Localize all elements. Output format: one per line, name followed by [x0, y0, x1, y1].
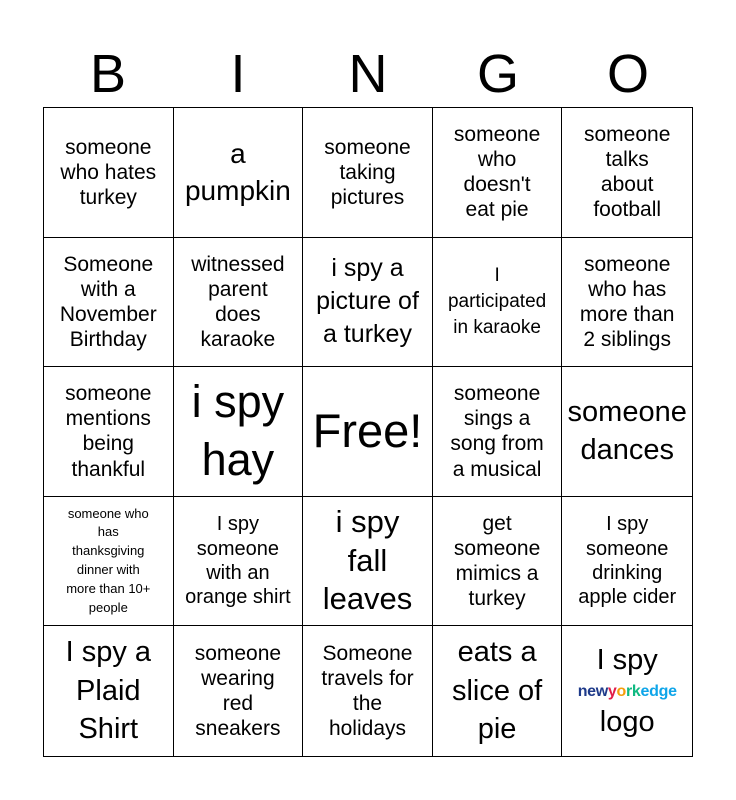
bingo-cell[interactable] [44, 367, 174, 497]
cell-text: Free! [312, 404, 423, 458]
cell-text: witnessed parent does karaoke [191, 252, 285, 352]
cell-text: someone mentions being thankful [65, 382, 152, 481]
bingo-cell-logo[interactable] [562, 626, 692, 756]
header-letter-g: G [476, 44, 519, 104]
cell-text: a pumpkin [184, 137, 291, 207]
bingo-cell[interactable] [433, 626, 563, 756]
bingo-cell[interactable] [303, 108, 433, 238]
bingo-cell[interactable] [303, 497, 433, 627]
cell-text: someone who has more than 2 siblings [579, 252, 675, 352]
bingo-cell[interactable] [562, 497, 692, 627]
cell-text: someone taking pictures [324, 135, 411, 209]
cell-text: Someone travels for the holidays [321, 641, 414, 741]
bingo-cell[interactable] [433, 238, 563, 368]
bingo-cell[interactable] [174, 108, 304, 238]
cell-text: get someone mimics a turkey [453, 511, 541, 611]
bingo-cell[interactable] [44, 626, 174, 756]
bingo-header [43, 44, 693, 104]
bingo-cell[interactable] [174, 367, 304, 497]
cell-text: someone wearing red sneakers [194, 641, 282, 741]
bingo-cell[interactable] [433, 497, 563, 627]
bingo-board [43, 107, 693, 757]
cell-text: someone sings a song from a musical [450, 382, 544, 481]
bingo-cell[interactable] [562, 367, 692, 497]
cell-text: I spy someone drinking apple cider [578, 513, 677, 609]
newyorkedge-logo: newyorkedge [577, 683, 677, 701]
header-letter-n: N [348, 44, 388, 104]
cell-text: someone who has thanksgiving dinner with more than 10+ people [66, 505, 151, 615]
free-space[interactable] [303, 367, 433, 497]
bingo-cell[interactable] [433, 367, 563, 497]
cell-text: i spy hay [191, 375, 285, 486]
bingo-cell[interactable] [303, 238, 433, 368]
bingo-cell[interactable] [174, 497, 304, 627]
header-letter-i: I [230, 44, 246, 104]
cell-text: i spy fall leaves [322, 504, 413, 617]
cell-text-bottom: logo [599, 706, 655, 739]
bingo-cell[interactable] [562, 238, 692, 368]
cell-text: someone who doesn't eat pie [453, 122, 541, 222]
bingo-cell[interactable] [433, 108, 563, 238]
cell-text: someone dances [567, 395, 687, 467]
header-letter-b: B [89, 44, 127, 104]
cell-text: I participated in karaoke [447, 265, 547, 338]
header-letter-o: O [606, 44, 649, 104]
cell-text-top: I spy [596, 643, 658, 676]
cell-text: I spy a Plaid Shirt [65, 636, 152, 746]
cell-text: someone who hates turkey [60, 135, 157, 209]
bingo-cell[interactable] [562, 108, 692, 238]
bingo-cell[interactable] [44, 108, 174, 238]
cell-text: Someone with a November Birthday [59, 252, 157, 352]
cell-text: someone talks about football [584, 122, 671, 222]
bingo-cell[interactable] [174, 238, 304, 368]
bingo-cell[interactable] [303, 626, 433, 756]
cell-text: eats a slice of pie [451, 636, 543, 746]
bingo-cell[interactable] [44, 238, 174, 368]
bingo-cell[interactable] [174, 626, 304, 756]
bingo-cell[interactable] [44, 497, 174, 627]
cell-text: I spy someone with an orange shirt [185, 513, 291, 609]
cell-text: i spy a picture of a turkey [316, 254, 419, 349]
